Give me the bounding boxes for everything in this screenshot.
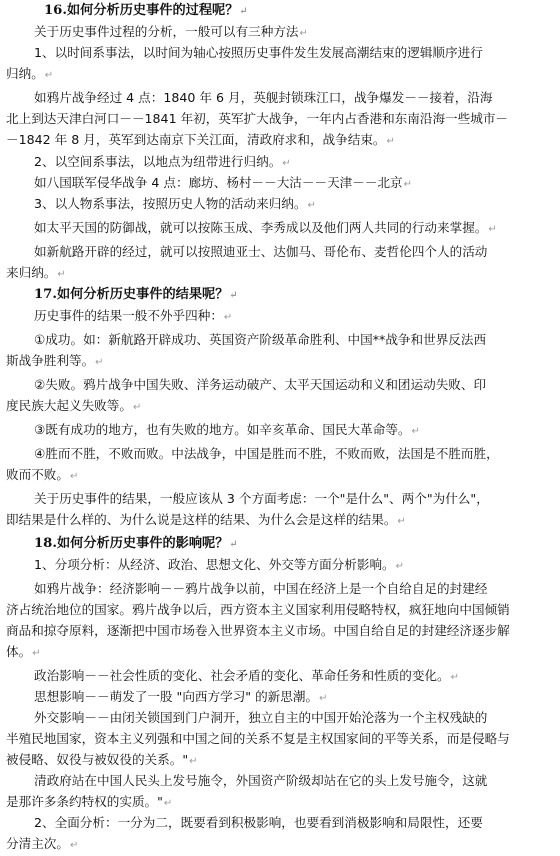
text-line: [6, 621, 510, 641]
text-line: [34, 813, 483, 833]
paragraph-mark-icon: ↵: [386, 136, 395, 147]
line-text: 关于历史事件过程的分析，一般可以有三种方法: [34, 24, 299, 39]
text-line: [6, 263, 66, 283]
text-line: [6, 792, 172, 812]
paragraph-mark-icon: ↵: [319, 693, 328, 704]
paragraph-mark-icon: ↵: [44, 70, 54, 81]
line-text: 关于历史事件的结果，一般应该从 3 个方面考虑：一个"是什么"、两个"为什么"，: [34, 491, 489, 506]
paragraph-mark-icon: ↵: [299, 28, 308, 39]
text-line: [34, 242, 487, 262]
line-text: 归纳。: [6, 66, 44, 81]
line-text: 如太平天国的防御战，就可以按陈玉成、李秀成以及他们两人共同的行动来掌握。: [34, 220, 488, 235]
line-text: 2、以空间系事法，以地点为纽带进行归纳。: [34, 154, 282, 169]
paragraph-mark-icon: ↵: [307, 200, 316, 211]
line-text: 分清主次。: [6, 836, 69, 851]
paragraph-mark-icon: ↵: [239, 6, 248, 17]
line-text: 17.如何分析历史事件的结果呢？: [34, 287, 229, 302]
text-line: [6, 510, 406, 530]
text-line: [6, 396, 141, 416]
text-line: [6, 600, 510, 620]
paragraph-mark-icon: ↵: [229, 290, 238, 301]
text-line: [6, 64, 53, 84]
line-text: 北上到达天津白河口－－1841 年初，英军扩大战争，一年内占香港和东南沿海一些城市－: [6, 111, 509, 126]
text-line: [34, 579, 487, 599]
paragraph-mark-icon: ↵: [411, 426, 420, 437]
line-text: 济占统治地位的国家。鸦片战争以后，西方资本主义国家利用侵略特权，疯狂地向中国倾销: [6, 602, 510, 617]
line-text: 外交影响－－由闭关锁国到门户洞开，独立自主的中国开始沦落为一个主权残缺的: [34, 710, 488, 725]
line-text: ②失败。鸦片战争中国失败、洋务运动破产、太平天国运动和义和团运动失败、印: [34, 377, 487, 392]
paragraph-mark-icon: ↵: [450, 672, 459, 683]
paragraph-mark-icon: ↵: [189, 756, 198, 767]
paragraph-mark-icon: ↵: [132, 402, 142, 413]
paragraph-mark-icon: ↵: [395, 561, 405, 572]
line-text: 1、分项分析：从经济、政治、思想文化、外交等方面分析影响。: [34, 557, 395, 572]
text-line: [6, 729, 510, 749]
text-line: [6, 351, 104, 371]
paragraph-mark-icon: ↵: [223, 312, 233, 323]
line-text: 如新航路开辟的经过，就可以按照迪亚士、达伽马、哥伦布、麦哲伦四个人的活动: [34, 244, 488, 259]
line-text: －1842 年 8 月，英军到达南京下关江面，清政府求和，战争结束。: [6, 132, 386, 147]
line-text: 3、以人物系事法，按照历史人物的活动来归纳。: [34, 196, 307, 211]
text-line: [6, 834, 78, 854]
paragraph-mark-icon: ↵: [163, 798, 173, 809]
text-line: [34, 489, 489, 509]
text-line: [34, 555, 404, 575]
line-text: 度民族大起义失败等。: [6, 398, 132, 413]
line-text: 体。: [6, 644, 32, 659]
line-text: 如鸦片战争：经济影响－－鸦片战争以前，中国在经济上是一个自给自足的封建经: [34, 581, 488, 596]
line-text: 如八国联军侵华战争 4 点：廊坊、杨村－－大沽－－天津－－北京: [34, 175, 403, 190]
paragraph-mark-icon: ↵: [488, 224, 497, 235]
line-text: 来归纳。: [6, 265, 57, 280]
text-line: [34, 444, 499, 464]
line-text: 败而不败。: [6, 467, 69, 482]
line-text: 18.如何分析历史事件的影响呢？: [34, 536, 229, 551]
text-line: [6, 750, 198, 770]
text-line: [34, 43, 483, 63]
section-heading: [34, 285, 238, 305]
line-text: ④胜而不胜，不败而败。中法战争，中国是胜而不胜，不败而败，法国是不胜而胜，: [34, 446, 499, 461]
text-line: [6, 465, 78, 485]
text-line: [34, 152, 291, 172]
text-line: [34, 194, 316, 214]
paragraph-mark-icon: ↵: [57, 269, 66, 280]
text-line: [34, 88, 493, 108]
line-text: 半殖民地国家，资本主义列强和中国之间的关系不复是主权国家间的平等关系，而是侵略与: [6, 731, 510, 746]
text-line: [34, 306, 232, 326]
paragraph-mark-icon: ↵: [69, 840, 79, 851]
text-line: [34, 218, 497, 238]
text-line: [6, 109, 508, 129]
paragraph-mark-icon: ↵: [69, 471, 79, 482]
line-text: 历史事件的结果一般不外乎四种：: [34, 308, 223, 323]
text-line: [34, 771, 487, 791]
text-line: [34, 666, 459, 686]
line-text: 2、全面分析：一分为二，既要看到积极影响，也要看到消极影响和局限性，还要: [34, 815, 483, 830]
text-line: [34, 687, 327, 707]
line-text: 思想影响－－萌发了一股 "向西方学习" 的新思潮。: [34, 689, 319, 704]
line-text: ①成功。如：新航路开辟成功、英国资产阶级革命胜利、中国**战争和世界反法西: [34, 332, 487, 347]
line-text: 如鸦片战争经过 4 点：1840 年 6 月，英舰封锁珠江口，战争爆发－－接着，沿海: [34, 90, 493, 105]
paragraph-mark-icon: ↵: [95, 357, 104, 368]
text-line: [6, 642, 41, 662]
text-line: [34, 708, 487, 728]
line-text: 政治影响－－社会性质的变化、社会矛盾的变化、革命任务和性质的变化。: [34, 668, 450, 683]
line-text: 即结果是什么样的、为什么说是这样的结果、为什么会是这样的结果。: [6, 512, 397, 527]
line-text: 斯战争胜利等。: [6, 353, 95, 368]
line-text: 被侵略、奴役与被奴役的关系。": [6, 752, 189, 767]
line-text: 16.如何分析历史事件的过程呢？: [44, 3, 239, 18]
line-text: 1、以时间系事法，以时间为轴心按照历史事件发生发展高潮结束的逻辑顺序进行: [34, 45, 483, 60]
section-heading: [34, 534, 238, 554]
paragraph-mark-icon: ↵: [32, 648, 41, 659]
section-heading: [44, 1, 248, 21]
text-line: [34, 22, 308, 42]
text-line: [34, 375, 486, 395]
line-text: 清政府站在中国人民头上发号施令，外国资产阶级却站在它的头上发号施令，这就: [34, 773, 488, 788]
paragraph-mark-icon: ↵: [403, 179, 413, 190]
paragraph-mark-icon: ↵: [229, 539, 238, 550]
paragraph-mark-icon: ↵: [282, 158, 291, 169]
text-line: [6, 130, 395, 150]
line-text: 商品和掠夺原料，逐渐把中国市场卷入世界资本主义市场。中国自给自足的封建经济逐步解: [6, 623, 510, 638]
text-line: [34, 330, 486, 350]
text-line: [34, 420, 420, 440]
text-line: [34, 173, 412, 193]
paragraph-mark-icon: ↵: [397, 516, 406, 527]
line-text: ③既有成功的地方，也有失败的地方。如辛亥革命、国民大革命等。: [34, 422, 411, 437]
line-text: 是那许多条约特权的实质。": [6, 794, 163, 809]
